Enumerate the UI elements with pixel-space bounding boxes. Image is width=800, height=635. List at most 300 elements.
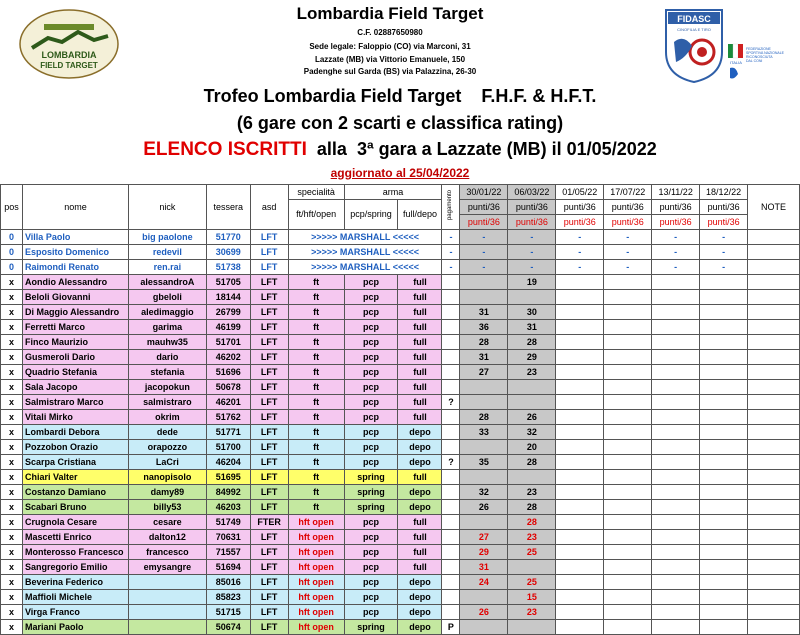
nick-cell: cesare [128, 515, 206, 530]
pay-cell [442, 305, 460, 320]
asd-cell: LFT [250, 575, 288, 590]
name-cell: Scarpa Cristiana [22, 455, 128, 470]
asd-cell: LFT [250, 530, 288, 545]
score-cell-2: 31 [508, 320, 556, 335]
score-cell-2 [508, 470, 556, 485]
punti-red-1: punti/36 [460, 215, 508, 230]
svg-text:FEDERAZIONE: FEDERAZIONE [746, 47, 771, 51]
score-cell-empty [556, 410, 604, 425]
score-cell-empty [556, 500, 604, 515]
score-cell-empty [604, 335, 652, 350]
score-cell-empty [556, 470, 604, 485]
score-cell-empty [700, 500, 748, 515]
entry-row [1, 305, 800, 320]
pos-cell: x [1, 545, 23, 560]
italia-label: ITALIA [730, 60, 742, 65]
tessera-cell: 70631 [206, 530, 250, 545]
note-cell [748, 515, 800, 530]
lombardia-field-target-logo [18, 8, 120, 80]
score-cell-empty [604, 365, 652, 380]
arma-cell: pcp [344, 305, 398, 320]
asd-cell: LFT [250, 350, 288, 365]
date-2: 06/03/22 [508, 185, 556, 200]
name-cell: Ferretti Marco [22, 320, 128, 335]
note-cell [748, 395, 800, 410]
asd-cell: LFT [250, 545, 288, 560]
nick-cell: big paolone [128, 230, 206, 245]
score-cell-2: 29 [508, 350, 556, 365]
tessera-cell: 30699 [206, 245, 250, 260]
pay-cell: ? [442, 395, 460, 410]
cf-line: C.F. 02887650980 [357, 28, 423, 37]
trophy-title-classes: F.H.F. & H.F.T. [481, 86, 597, 106]
score-cell-empty [652, 335, 700, 350]
note-cell [748, 425, 800, 440]
list-title-event: 3ª gara a Lazzate (MB) il 01/05/2022 [356, 139, 657, 159]
pos-cell: x [1, 335, 23, 350]
score-cell-empty [604, 275, 652, 290]
pay-cell [442, 560, 460, 575]
trophy-title [0, 86, 800, 107]
specialita-cell: ft [288, 320, 344, 335]
score-cell-1: 27 [460, 365, 508, 380]
specialita-cell: hft open [288, 620, 344, 635]
score-cell-empty [556, 305, 604, 320]
arma-cell: spring [344, 485, 398, 500]
specialita-cell: ft [288, 440, 344, 455]
col-arma-type: pcp/spring [344, 200, 398, 230]
col-arma-mode: full/depo [398, 200, 442, 230]
score-cell-2: 23 [508, 365, 556, 380]
pos-cell: 0 [1, 230, 23, 245]
tipo-cell: full [398, 410, 442, 425]
specialita-cell: ft [288, 470, 344, 485]
score-cell-1 [460, 380, 508, 395]
pos-cell: 0 [1, 245, 23, 260]
score-cell-empty [652, 275, 700, 290]
entry-row [1, 605, 800, 620]
score-cell-empty [700, 440, 748, 455]
asd-cell: LFT [250, 440, 288, 455]
entry-row [1, 545, 800, 560]
pos-cell: x [1, 440, 23, 455]
score-cell-1 [460, 470, 508, 485]
name-cell: Quadrio Stefania [22, 365, 128, 380]
asd-cell: LFT [250, 365, 288, 380]
name-cell: Scabari Bruno [22, 500, 128, 515]
entry-row [1, 425, 800, 440]
specialita-cell: ft [288, 410, 344, 425]
score-cell-1 [460, 590, 508, 605]
score-cell: - [604, 260, 652, 275]
score-cell-1: 36 [460, 320, 508, 335]
nick-cell: gbeloli [128, 290, 206, 305]
tessera-cell: 51696 [206, 365, 250, 380]
score-cell-empty [652, 290, 700, 305]
trophy-title-main: Trofeo Lombardia Field Target [203, 86, 462, 106]
name-cell: Beloli Giovanni [22, 290, 128, 305]
col-note: NOTE [748, 185, 800, 230]
score-cell-empty [556, 290, 604, 305]
pos-cell: x [1, 485, 23, 500]
score-cell-empty [652, 485, 700, 500]
score-cell: - [508, 260, 556, 275]
pos-cell: x [1, 290, 23, 305]
score-cell-empty [652, 380, 700, 395]
tipo-cell: depo [398, 425, 442, 440]
name-cell: Salmistraro Marco [22, 395, 128, 410]
score-cell-empty [700, 575, 748, 590]
nick-cell: salmistraro [128, 395, 206, 410]
date-4: 17/07/22 [604, 185, 652, 200]
entry-row [1, 320, 800, 335]
note-cell [748, 590, 800, 605]
svg-text:FIELD TARGET: FIELD TARGET [40, 61, 98, 70]
score-cell-1 [460, 395, 508, 410]
score-cell-empty [700, 350, 748, 365]
tessera-cell: 51695 [206, 470, 250, 485]
score-cell: - [652, 260, 700, 275]
score-cell-empty [556, 605, 604, 620]
tessera-cell: 51705 [206, 275, 250, 290]
nick-cell: LaCri [128, 455, 206, 470]
asd-cell: LFT [250, 590, 288, 605]
score-cell-empty [556, 545, 604, 560]
tessera-cell: 51700 [206, 440, 250, 455]
note-cell [748, 560, 800, 575]
nick-cell: garima [128, 320, 206, 335]
score-cell-empty [556, 620, 604, 635]
score-cell-empty [652, 500, 700, 515]
asd-cell: LFT [250, 470, 288, 485]
tessera-cell: 71557 [206, 545, 250, 560]
list-title-main: ELENCO ISCRITTI [143, 139, 307, 160]
entry-row [1, 530, 800, 545]
specialita-cell: hft open [288, 530, 344, 545]
name-cell: Mascetti Enrico [22, 530, 128, 545]
tipo-cell: depo [398, 500, 442, 515]
punti-2: punti/36 [508, 200, 556, 215]
punti-5: punti/36 [652, 200, 700, 215]
score-cell-1: 24 [460, 575, 508, 590]
nick-cell: dede [128, 425, 206, 440]
nick-cell: alessandroA [128, 275, 206, 290]
arma-cell: pcp [344, 320, 398, 335]
score-cell-empty [604, 350, 652, 365]
pay-cell [442, 530, 460, 545]
score-cell-empty [604, 500, 652, 515]
coni-federation-badge [728, 44, 788, 84]
score-cell-empty [700, 335, 748, 350]
tipo-cell: depo [398, 485, 442, 500]
score-cell-empty [556, 575, 604, 590]
score-cell-empty [652, 515, 700, 530]
specialita-cell: ft [288, 290, 344, 305]
score-cell-2 [508, 560, 556, 575]
arma-cell: pcp [344, 395, 398, 410]
svg-text:SPORTIVA NAZIONALE: SPORTIVA NAZIONALE [746, 51, 784, 55]
tipo-cell: depo [398, 590, 442, 605]
entry-row [1, 290, 800, 305]
pay-cell [442, 380, 460, 395]
asd-cell: LFT [250, 335, 288, 350]
pos-cell: x [1, 350, 23, 365]
specialita-cell: ft [288, 380, 344, 395]
specialita-cell: hft open [288, 575, 344, 590]
score-cell-empty [604, 590, 652, 605]
pay-cell: - [442, 245, 460, 260]
specialita-cell: hft open [288, 605, 344, 620]
note-cell [748, 530, 800, 545]
list-title [0, 139, 800, 161]
score-cell-empty [556, 365, 604, 380]
pay-cell [442, 290, 460, 305]
pos-cell: x [1, 305, 23, 320]
pay-cell [442, 350, 460, 365]
score-cell-empty [556, 320, 604, 335]
score-cell-empty [652, 470, 700, 485]
asd-cell: LFT [250, 620, 288, 635]
score-cell-empty [700, 395, 748, 410]
score-cell-empty [700, 590, 748, 605]
nick-cell: billy53 [128, 500, 206, 515]
tessera-cell: 46202 [206, 350, 250, 365]
asd-cell: LFT [250, 485, 288, 500]
score-cell-empty [700, 605, 748, 620]
score-cell-empty [700, 365, 748, 380]
name-cell: Finco Maurizio [22, 335, 128, 350]
arma-cell: pcp [344, 545, 398, 560]
tessera-cell: 50678 [206, 380, 250, 395]
arma-cell: pcp [344, 530, 398, 545]
entry-row [1, 395, 800, 410]
score-cell-empty [700, 290, 748, 305]
score-cell-empty [604, 545, 652, 560]
score-cell-empty [700, 545, 748, 560]
score-cell-2: 28 [508, 500, 556, 515]
arma-cell: pcp [344, 275, 398, 290]
score-cell-1 [460, 275, 508, 290]
note-cell [748, 275, 800, 290]
col-pagamento: pagamento [442, 185, 460, 230]
score-cell: - [604, 245, 652, 260]
name-cell: Virga Franco [22, 605, 128, 620]
punti-4: punti/36 [604, 200, 652, 215]
score-cell-empty [652, 575, 700, 590]
score-cell-empty [700, 380, 748, 395]
score-cell-empty [556, 380, 604, 395]
score-cell-empty [604, 455, 652, 470]
score-cell-2 [508, 395, 556, 410]
tipo-cell: full [398, 545, 442, 560]
score-cell-empty [652, 350, 700, 365]
marshall-row [1, 260, 800, 275]
score-cell-empty [652, 605, 700, 620]
note-cell [748, 485, 800, 500]
score-cell-1 [460, 620, 508, 635]
pos-cell: x [1, 275, 23, 290]
score-cell-empty [604, 380, 652, 395]
score-cell-empty [652, 425, 700, 440]
pay-cell [442, 545, 460, 560]
note-cell [748, 245, 800, 260]
specialita-cell: ft [288, 305, 344, 320]
score-cell-empty [556, 395, 604, 410]
score-cell-empty [556, 515, 604, 530]
pos-cell: x [1, 515, 23, 530]
asd-cell: LFT [250, 320, 288, 335]
score-cell-empty [700, 425, 748, 440]
entry-row [1, 365, 800, 380]
score-cell-empty [604, 470, 652, 485]
score-cell-empty [604, 575, 652, 590]
arma-cell: pcp [344, 605, 398, 620]
tessera-cell: 26799 [206, 305, 250, 320]
score-cell-1: 33 [460, 425, 508, 440]
score-cell-1: 32 [460, 485, 508, 500]
entry-row [1, 620, 800, 635]
nick-cell: redevil [128, 245, 206, 260]
marshall-label: >>>>> MARSHALL <<<<< [288, 260, 442, 275]
name-cell: Aondio Alessandro [22, 275, 128, 290]
score-cell-empty [652, 365, 700, 380]
score-cell-1: 26 [460, 500, 508, 515]
nick-cell [128, 590, 206, 605]
pay-cell [442, 275, 460, 290]
nick-cell: orapozzo [128, 440, 206, 455]
score-cell-1 [460, 290, 508, 305]
pos-cell: x [1, 320, 23, 335]
pos-cell: x [1, 620, 23, 635]
specialita-cell: ft [288, 395, 344, 410]
score-cell-empty [700, 485, 748, 500]
date-3: 01/05/22 [556, 185, 604, 200]
arma-cell: pcp [344, 515, 398, 530]
note-cell [748, 290, 800, 305]
col-arma: arma [344, 185, 442, 200]
tessera-cell: 85823 [206, 590, 250, 605]
score-cell-empty [652, 545, 700, 560]
note-cell [748, 455, 800, 470]
entry-row [1, 575, 800, 590]
name-cell: Vitali Mirko [22, 410, 128, 425]
pos-cell: x [1, 575, 23, 590]
score-cell: - [556, 260, 604, 275]
pay-cell [442, 470, 460, 485]
arma-cell: pcp [344, 380, 398, 395]
tessera-cell: 50674 [206, 620, 250, 635]
tessera-cell: 51715 [206, 605, 250, 620]
nick-cell: mauhw35 [128, 335, 206, 350]
score-cell-empty [652, 620, 700, 635]
score-cell-empty [652, 455, 700, 470]
tipo-cell: depo [398, 575, 442, 590]
arma-cell: pcp [344, 365, 398, 380]
note-cell [748, 575, 800, 590]
tipo-cell: full [398, 530, 442, 545]
score-cell-empty [604, 485, 652, 500]
tipo-cell: full [398, 395, 442, 410]
note-cell [748, 350, 800, 365]
tessera-cell: 46201 [206, 395, 250, 410]
col-asd: asd [250, 185, 288, 230]
punti-red-6: punti/36 [700, 215, 748, 230]
updated-date: aggiornato al 25/04/2022 [330, 166, 470, 180]
pos-cell: x [1, 455, 23, 470]
score-cell-empty [700, 530, 748, 545]
arma-cell: spring [344, 500, 398, 515]
score-cell-empty [556, 455, 604, 470]
name-cell: Monterosso Francesco [22, 545, 128, 560]
tipo-cell: full [398, 470, 442, 485]
pay-cell [442, 410, 460, 425]
arma-cell: pcp [344, 410, 398, 425]
tessera-cell: 51738 [206, 260, 250, 275]
name-cell: Maffioli Michele [22, 590, 128, 605]
note-cell [748, 230, 800, 245]
arma-cell: spring [344, 470, 398, 485]
tipo-cell: depo [398, 620, 442, 635]
score-cell-empty [604, 425, 652, 440]
asd-cell: LFT [250, 425, 288, 440]
specialita-cell: hft open [288, 515, 344, 530]
specialita-cell: ft [288, 500, 344, 515]
pay-cell [442, 425, 460, 440]
tipo-cell: full [398, 350, 442, 365]
name-cell: Raimondi Renato [22, 260, 128, 275]
specialita-cell: ft [288, 350, 344, 365]
name-cell: Gusmeroli Dario [22, 350, 128, 365]
punti-6: punti/36 [700, 200, 748, 215]
score-cell-1: 26 [460, 605, 508, 620]
note-cell [748, 380, 800, 395]
tipo-cell: full [398, 380, 442, 395]
arma-cell: pcp [344, 440, 398, 455]
tessera-cell: 51770 [206, 230, 250, 245]
pay-cell [442, 575, 460, 590]
score-cell-1: 35 [460, 455, 508, 470]
nick-cell: dario [128, 350, 206, 365]
tessera-cell: 46204 [206, 455, 250, 470]
pay-cell [442, 590, 460, 605]
score-cell-empty [700, 275, 748, 290]
arma-cell: pcp [344, 590, 398, 605]
score-cell-empty [652, 440, 700, 455]
specialita-cell: hft open [288, 560, 344, 575]
fidasc-logo-sub: CINOFILIA E TIRO [677, 27, 711, 32]
score-cell-empty [700, 620, 748, 635]
score-cell-empty [604, 305, 652, 320]
pos-cell: x [1, 365, 23, 380]
score-cell-empty [700, 320, 748, 335]
address-line-3: Padenghe sul Garda (BS) via Palazzina, 26-30 [303, 67, 477, 76]
score-cell: - [556, 245, 604, 260]
note-cell [748, 605, 800, 620]
arma-cell: pcp [344, 560, 398, 575]
score-cell: - [652, 230, 700, 245]
score-cell: - [700, 230, 748, 245]
name-cell: Lombardi Debora [22, 425, 128, 440]
entry-row [1, 485, 800, 500]
nick-cell: jacopokun [128, 380, 206, 395]
score-cell-1 [460, 515, 508, 530]
arma-cell: pcp [344, 290, 398, 305]
asd-cell: LFT [250, 500, 288, 515]
note-cell [748, 620, 800, 635]
score-cell: - [652, 245, 700, 260]
entries-body [1, 230, 800, 635]
score-cell-empty [700, 305, 748, 320]
